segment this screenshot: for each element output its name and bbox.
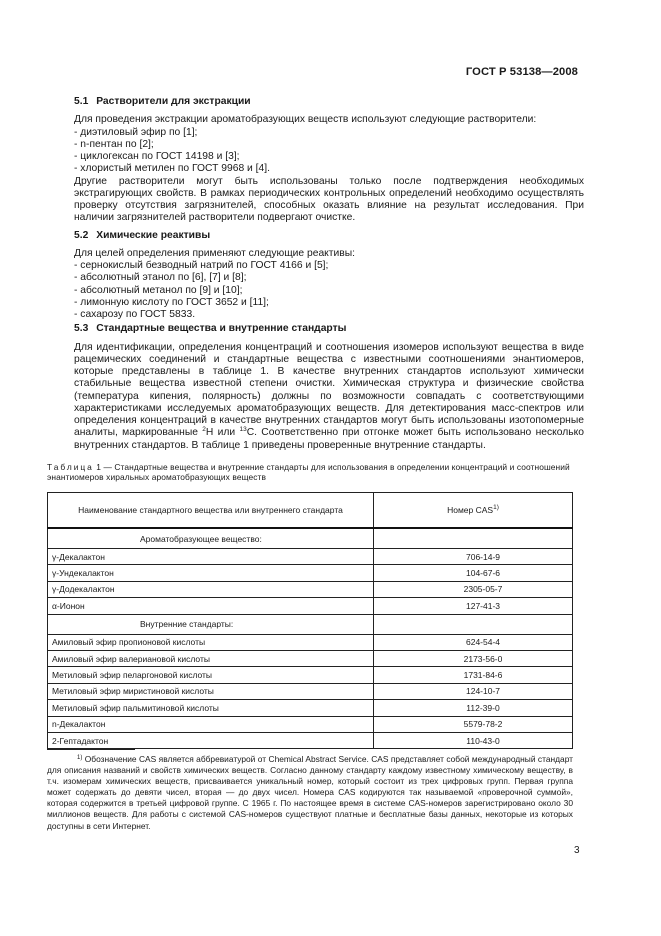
table-row	[48, 581, 573, 597]
cas-number: 1731-84-6	[374, 667, 573, 683]
superscript: 13	[239, 426, 247, 434]
list-item: - сернокислый безводный натрий по ГОСТ 4166 и [5];	[74, 260, 329, 271]
table-row	[48, 716, 573, 732]
caption-word: Таблица	[47, 461, 94, 472]
table-group-row	[48, 528, 573, 549]
substance-name: Метиловый эфир пеларгоновой кислоты	[48, 667, 374, 683]
paragraph-text: C. Соответственно при отгонке может быть использовано несколько внутренних стандартов. В таблице 1 приведены проверенные внутренние стандарты.	[74, 427, 584, 451]
substance-name: γ-Додекалактон	[48, 581, 374, 597]
list-item: - хлористый метилен по ГОСТ 9968 и [4].	[74, 163, 270, 175]
substance-name: Метиловый эфир миристиновой кислоты	[48, 683, 374, 699]
cas-table	[47, 492, 573, 749]
section-5-3-title	[74, 323, 584, 335]
table-row	[48, 683, 573, 699]
list-item: - диэтиловый эфир по [1];	[74, 126, 198, 138]
cas-number: 2305-05-7	[374, 581, 573, 597]
cas-number: 624-54-4	[374, 634, 573, 650]
table-row	[48, 565, 573, 581]
table-row	[48, 650, 573, 666]
main-text	[47, 96, 584, 485]
table-row	[48, 549, 573, 565]
table-row	[48, 732, 573, 748]
list-item: - n-пентан по [2];	[74, 138, 154, 150]
table-row	[48, 598, 573, 614]
section-title-text: Растворители для экстракции	[96, 96, 251, 107]
table-caption	[47, 462, 584, 483]
cas-number: 112-39-0	[374, 700, 573, 716]
cas-number: 2173-56-0	[374, 650, 573, 666]
section-5-1-paragraph: Другие растворители могут быть использованы только после подтверждения необходимых экстрагирующих свойств. В рамках периодических контрольных определений необходимо осуществлять проверку отсутствия загрязнителей, способных оказать влияние на результат исследования. При наличии загрязнителей растворители подвергают очистке.	[74, 175, 584, 224]
section-title-text: Стандартные вещества и внутренние стандарты	[96, 323, 347, 335]
column-header-cas	[374, 493, 573, 529]
caption-number: 1	[96, 461, 102, 472]
section-number: 5.3	[74, 323, 89, 335]
footnote-divider	[47, 749, 135, 750]
cas-number: 124-10-7	[374, 683, 573, 699]
section-5-1-intro: Для проведения экстракции ароматобразующих веществ используют следующие растворители:	[74, 114, 537, 126]
table-header-row	[48, 493, 573, 529]
list-item: - циклогексан по ГОСТ 14198 и [3];	[74, 151, 240, 162]
header-text: Номер CAS	[447, 505, 494, 515]
table-group-row	[48, 614, 573, 634]
cas-number: 110-43-0	[374, 732, 573, 748]
list-item: - сахарозу по ГОСТ 5833.	[74, 309, 196, 320]
substance-name: Метиловый эфир пальмитиновой кислоты	[48, 700, 374, 716]
list-item: - абсолютный этанол по [6], [7] и [8];	[74, 272, 247, 284]
paragraph-text: H или	[205, 427, 240, 439]
substance-name: γ-Декалактон	[48, 549, 374, 565]
footnote-ref: 1)	[493, 504, 499, 511]
section-5-2-intro: Для целей определения применяют следующие реактивы:	[74, 247, 356, 259]
document-header: ГОСТ Р 53138—2008	[465, 66, 578, 78]
reagent-list	[74, 260, 584, 321]
cas-number: 104-67-6	[374, 565, 573, 581]
section-number: 5.1	[74, 96, 89, 107]
substance-name: Амиловый эфир пропионовой кислоты	[48, 634, 374, 650]
section-5-3-paragraph	[74, 342, 584, 452]
caption-text: — Стандартные вещества и внутренние стандарты для использования в определении концентраций и соотношений энантиомеров хиральных ароматобразующих веществ	[47, 461, 570, 483]
table-row	[48, 634, 573, 650]
column-header-name: Наименование стандартного вещества или внутреннего стандарта	[48, 493, 374, 529]
substance-name: γ-Ундекалактон	[48, 565, 374, 581]
page-number: 3	[574, 845, 580, 856]
table-row	[48, 667, 573, 683]
substance-name: n-Декалактон	[48, 716, 374, 732]
substance-name: α-Ионон	[48, 598, 374, 614]
group-label: Внутренние стандарты:	[48, 614, 374, 634]
cas-number: 127-41-3	[374, 598, 573, 614]
cas-number: 5579-78-2	[374, 716, 573, 732]
solvent-list	[74, 127, 584, 176]
section-title-text: Химические реактивы	[96, 229, 211, 241]
list-item: - абсолютный метанол по [9] и [10];	[74, 284, 243, 296]
section-5-1-title	[74, 96, 584, 108]
substance-name: 2-Гептадактон	[48, 732, 374, 748]
footnote	[47, 753, 573, 832]
section-5-2-title	[74, 230, 584, 242]
paragraph-text: Для идентификации, определения концентраций и соотношения изомеров используют вещества в виде рацемических соединений и стандартные вещества с известными соотношениями энантиомеров, которые представлены в таблице 1. В качестве внутренних стандартов используют химически стабильные вещества известной степени очистки. Химическая структура и физические свойства (температура кипения, полярность) должны по возможности совпадать с соответствующими характеристиками исследуемых ароматобразующих веществ. Для детектирования масс-спектров или определения концентраций в качестве внутренних стандартов могут быть использованы изотопомерные аналиты, маркированные	[74, 341, 584, 439]
cas-number: 706-14-9	[374, 549, 573, 565]
group-label: Ароматобразующее вещество:	[48, 528, 374, 549]
table-row	[48, 700, 573, 716]
superscript: 2	[202, 426, 206, 434]
section-number: 5.2	[74, 229, 89, 241]
substance-name: Амиловый эфир валериановой кислоты	[48, 650, 374, 666]
list-item: - лимонную кислоту по ГОСТ 3652 и [11];	[74, 296, 269, 308]
footnote-mark: 1)	[77, 755, 83, 761]
footnote-text: Обозначение CAS является аббревиатурой от Chemical Abstract Service. CAS представляет собой международный стандарт для описания названий и свойств химических веществ. Согласно данному стандарту каждому известному химическому веществу, в т.ч. изомерам химических веществ, присваивается уникальный номер, который состоит из трех цифровых групп. Первая группа может содержать до девяти чисел, вторая — до двух чисел. Номера CAS кодируются так называемой «проверочной суммой», которая содержится в третьей цифровой группе. С 1965 г. По настоящее время в системе CAS-номеров зарегистрировано около 30 миллионов веществ. Для работы с системой CAS-номеров существуют платные и бесплатные базы данных, некоторые из которых доступны в сети Интернет.	[47, 754, 573, 831]
